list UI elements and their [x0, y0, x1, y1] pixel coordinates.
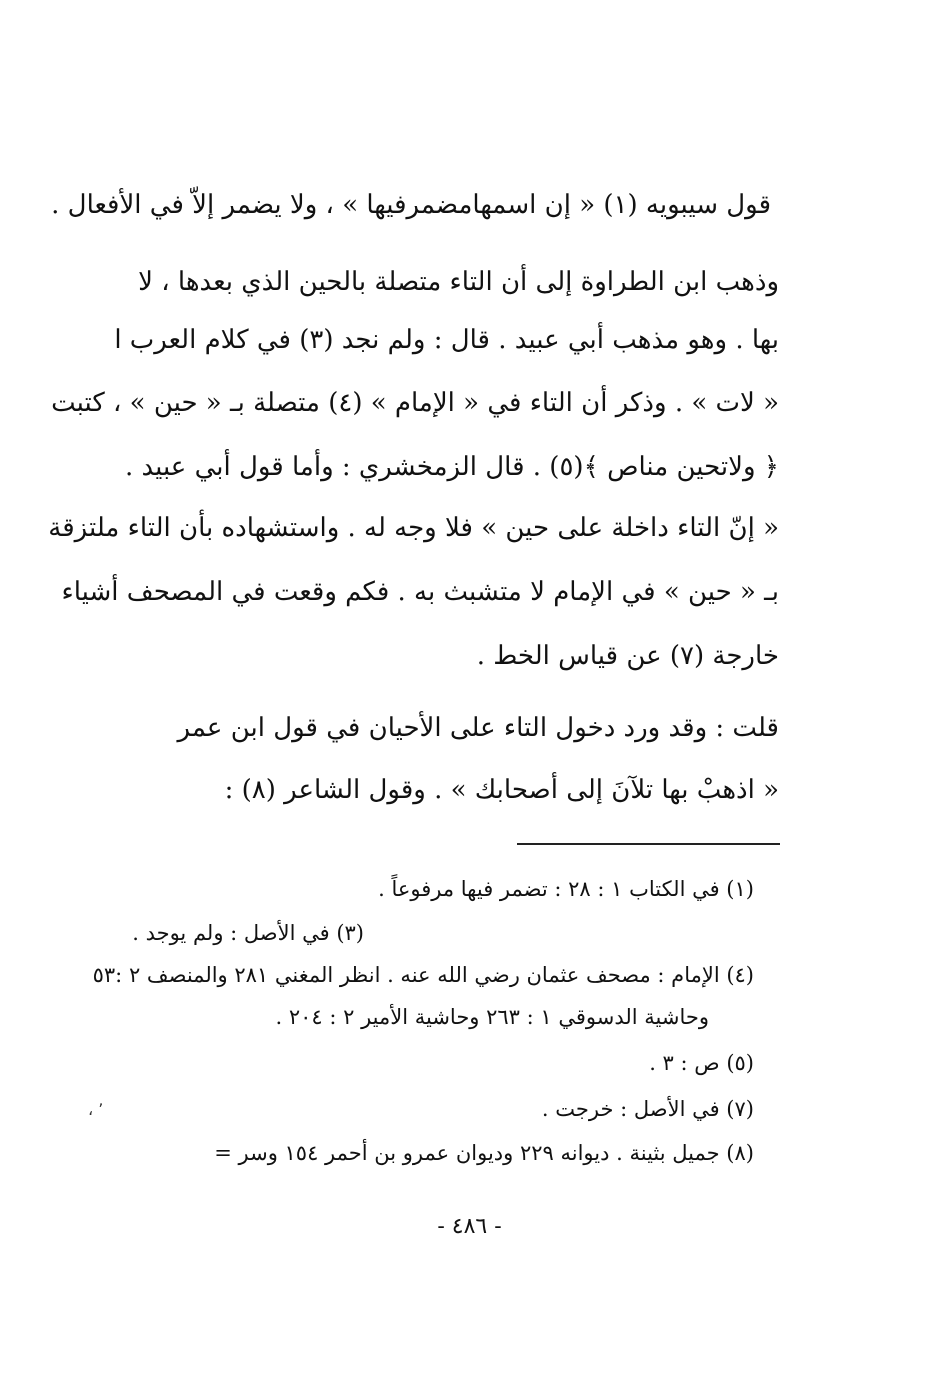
footnote-1: (١) في الكتاب ١ : ٢٨ : تضمر فيها مرفوعاً .	[378, 877, 754, 901]
body-line-5: ﴿ ولاتحين مناص ﴾(٥) . قال الزمخشري : وأما قول أبي عبيد .	[124, 452, 779, 482]
body-line-3: بها . وهو مذهب أبي عبيد . قال : ولم نجد (٣) في كلام العرب ا	[114, 325, 779, 355]
body-line-4: « لات » . وذكر أن التاء في « الإمام » (٤) متصلة بـ « حين » ، كتبت	[51, 388, 779, 418]
body-line-6: « إنّ التاء داخلة على حين » فلا وجه له . واستشهاده بأن التاء ملتزقة	[48, 513, 779, 543]
footnote-8: (٨) جميل بثينة . ديوانه ٢٢٩ وديوان عمرو بن أحمر ١٥٤ وسر =	[214, 1141, 754, 1165]
body-line-2: وذهب ابن الطراوة إلى أن التاء متصلة بالحين الذي بعدها ، لا	[138, 267, 779, 297]
footnote-7: (٧) في الأصل : خرجت .	[541, 1097, 754, 1121]
page-number: - ٤٨٦ -	[437, 1214, 502, 1239]
footnote-separator	[517, 843, 780, 845]
body-line-9: قلت : وقد ورد دخول التاء على الأحيان في قول ابن عمر	[177, 713, 779, 743]
body-line-1: قول سيبويه (١) « إن اسمهامضمرفيها » ، ولا يضمر إلاّ في الأفعال .	[51, 190, 771, 220]
footnote-5: (٥) ص : ٣ .	[649, 1051, 754, 1075]
footnote-4: (٤) الإمام : مصحف عثمان رضي الله عنه . انظر المغني ٢٨١ والمنصف ٢ :٥٣	[92, 963, 754, 987]
body-line-7: بـ « حين » في الإمام لا متشبث به . فكم وقعت في المصحف أشياء	[61, 577, 779, 607]
body-line-10: « اذهبْ بها تلآنَ إلى أصحابك » . وقول الشاعر (٨) :	[224, 775, 779, 805]
margin-mark: ، ٬	[88, 1100, 104, 1119]
body-line-8: خارجة (٧) عن قياس الخط .	[476, 641, 779, 671]
footnote-4-continued: وحاشية الدسوقي ١ : ٢٦٣ وحاشية الأمير ٢ : ٢٠٤ .	[275, 1005, 709, 1029]
footnote-3: (٣) في الأصل : ولم يوجد .	[132, 921, 364, 945]
